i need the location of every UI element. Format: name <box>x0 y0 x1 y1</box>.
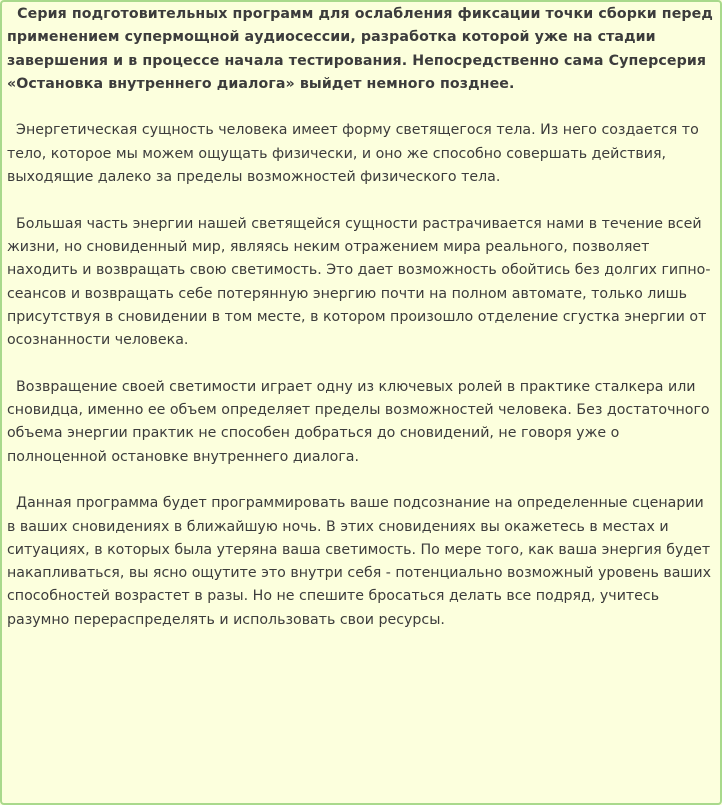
intro-paragraph: Серия подготовительных программ для ослабления фиксации точки сборки перед применением супермощной аудиосессии, разработка которой уже на стадии завершения и в процессе начала тестирования. Непосредственно сама Суперсерия «Остановка внутреннего диалога» выйдет немного позднее. <box>7 6 718 92</box>
paragraph-program-description: Данная программа будет программировать ваше подсознание на определенные сценарии в ваших сновидениях в ближайшую ночь. В этих сновидениях вы окажетесь в местах и ситуациях, в которых была утеряна ваша светимость. По мере того, как ваша энергия будет накапливаться, вы ясно ощутите это внутри себя - потенциально возможный уровень ваших способностей возрастет в разы. Но не спешите бросаться делать все подряд, учитесь разумно перераспределять и использовать свои ресурсы. <box>7 495 716 628</box>
paragraph-luminosity-role: Возвращение своей светимости играет одну из ключевых ролей в практике сталкера или сновидца, именно ее объем определяет пределы возможностей человека. Без достаточного объема энергии практик не способен добраться до сновидений, не говоря уже о полноценной остановке внутреннего диалога. <box>7 378 715 465</box>
article-body <box>7 3 718 655</box>
paragraph-luminous-body: Энергетическая сущность человека имеет форму светящегося тела. Из него создается то тело, которое мы можем ощущать физически, и оно же способно совершать действия, выходящие далеко за пределы возможностей физического тела. <box>7 122 704 186</box>
paragraph-energy-return: Большая часть энергии нашей светящейся сущности растрачивается нами в течение всей жизни, но сновиденный мир, являясь неким отражением мира реального, позволяет находить и возвращать свою светимость. Это дает возможность обойтись без долгих гипно-сеансов и возвращать себе потерянную энергию почти на полном автомате, только лишь присутствуя в сновидении в том месте, в котором произошло отделение сгустка энергии от осознанности человека. <box>7 215 711 349</box>
